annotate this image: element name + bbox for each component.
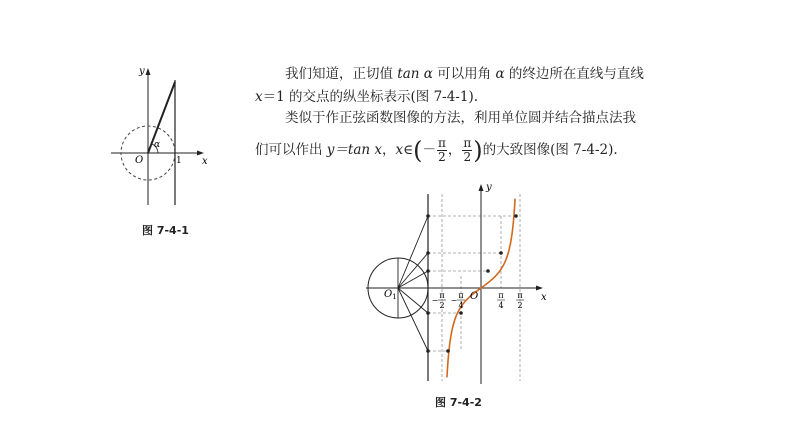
p2-frac2-den: 2: [463, 150, 472, 164]
figure-1-caption: 图 7-4-1: [142, 224, 189, 237]
p2-interval-comma: ，: [447, 142, 462, 158]
fig2-tick-neg-pi-4: [451, 291, 465, 310]
fig2-tpoint-4: [426, 311, 430, 315]
fig1-y-arrow: [146, 68, 151, 75]
paragraph-2-line-1: 类似于作正弦函数图像的方法，利用单位圆并结合描点法我: [285, 110, 636, 126]
figure-2-caption: 图 7-4-2: [435, 396, 482, 409]
p2-frac1-den: 2: [438, 150, 446, 164]
p2-x: x: [395, 142, 404, 158]
fig2-tick4-num: π: [517, 291, 523, 300]
fig2-ray-1: [398, 216, 428, 288]
fig2-y-arrow: [479, 184, 484, 191]
fig2-horizontal-guides: [428, 216, 516, 351]
fig2-cpoint-4: [459, 311, 463, 315]
fig2-tick-neg-pi-2: [432, 291, 446, 310]
p1-text-b: 可以用角: [432, 66, 496, 82]
p2-frac1-num: π: [438, 136, 446, 150]
fig1-label-one: 1: [176, 156, 182, 166]
paragraph-1-line-2: [255, 86, 478, 108]
fig2-tick3-num: π: [498, 291, 504, 300]
p1-alpha: α: [495, 66, 505, 82]
fig2-cpoint-5: [446, 349, 450, 353]
p2-frac-neg-pi-2: [437, 137, 447, 164]
fig2-cpoint-2: [499, 251, 503, 255]
fig2-tick-pi-4: [497, 291, 505, 310]
fig2-label-y: y: [486, 182, 492, 193]
p1-text-d: ＝1 的交点的纵坐标表示(图 7-4-1).: [262, 89, 479, 105]
p1-x: x: [255, 89, 263, 105]
fig2-tpoint-3: [426, 269, 430, 273]
p2-neg: －: [422, 142, 436, 158]
figure-7-4-1: [108, 60, 218, 210]
fig2-tick2-minus: −: [450, 296, 458, 305]
fig2-ray-3: [398, 271, 428, 288]
p1-tan-alpha: tan α: [397, 66, 433, 82]
fig2-ray-5: [398, 288, 428, 313]
p2-frac2-num: π: [463, 136, 472, 150]
fig2-label-origin: O: [470, 291, 479, 302]
fig2-label-x: x: [541, 292, 547, 303]
fig2-tick3-den: 4: [498, 301, 504, 310]
fig2-ray-6: [398, 288, 428, 351]
p2-formula: y＝tan x: [326, 142, 382, 158]
figure-7-4-2: [360, 176, 550, 386]
fig2-label-o1-main: O: [384, 289, 393, 300]
p2-frac-pi-2: [462, 137, 472, 164]
fig1-x-arrow: [197, 151, 204, 156]
p1-text-c: 的终边所在直线与直线: [504, 66, 644, 82]
fig2-tpoint-2: [426, 251, 430, 255]
p2-right-paren: ): [473, 136, 483, 165]
fig2-x-arrow: [536, 286, 543, 291]
p2-text-b: 的大致图像(图 7-4-2).: [482, 142, 618, 158]
fig1-label-alpha: α: [154, 140, 161, 150]
fig2-cpoint-1: [514, 214, 518, 218]
fig2-tick1-den: 2: [439, 301, 445, 310]
fig2-tick1-num: π: [439, 291, 445, 300]
fig2-label-o1: [384, 289, 397, 301]
paragraph-1-line-1: [285, 63, 644, 85]
fig2-tick-pi-2: [516, 291, 524, 310]
fig2-tick4-den: 2: [517, 301, 523, 310]
fig2-rays: [398, 216, 428, 351]
fig1-label-y: y: [139, 66, 145, 77]
fig2-tpoint-1: [426, 214, 430, 218]
p2-left-paren: (: [413, 136, 423, 165]
fig2-tick1-minus: −: [431, 296, 439, 305]
fig1-label-x: x: [202, 156, 208, 167]
fig2-tick2-den: 4: [458, 301, 464, 310]
fig2-tick2-num: π: [458, 291, 464, 300]
fig2-label-o1-sub: 1: [392, 293, 397, 301]
fig2-cpoint-3: [486, 269, 490, 273]
fig1-terminal-side: [148, 82, 175, 153]
p1-text-a: 我们知道，正切值: [285, 66, 398, 82]
fig1-label-origin: O: [135, 155, 144, 166]
p2-comma: ，: [382, 142, 396, 158]
fig2-curve-points: [446, 214, 518, 353]
paragraph-2-line-2: [255, 137, 618, 164]
fig2-tpoint-5: [426, 349, 430, 353]
p2-text-a: 们可以作出: [255, 142, 327, 158]
p2-element-of: ∈: [403, 142, 414, 158]
